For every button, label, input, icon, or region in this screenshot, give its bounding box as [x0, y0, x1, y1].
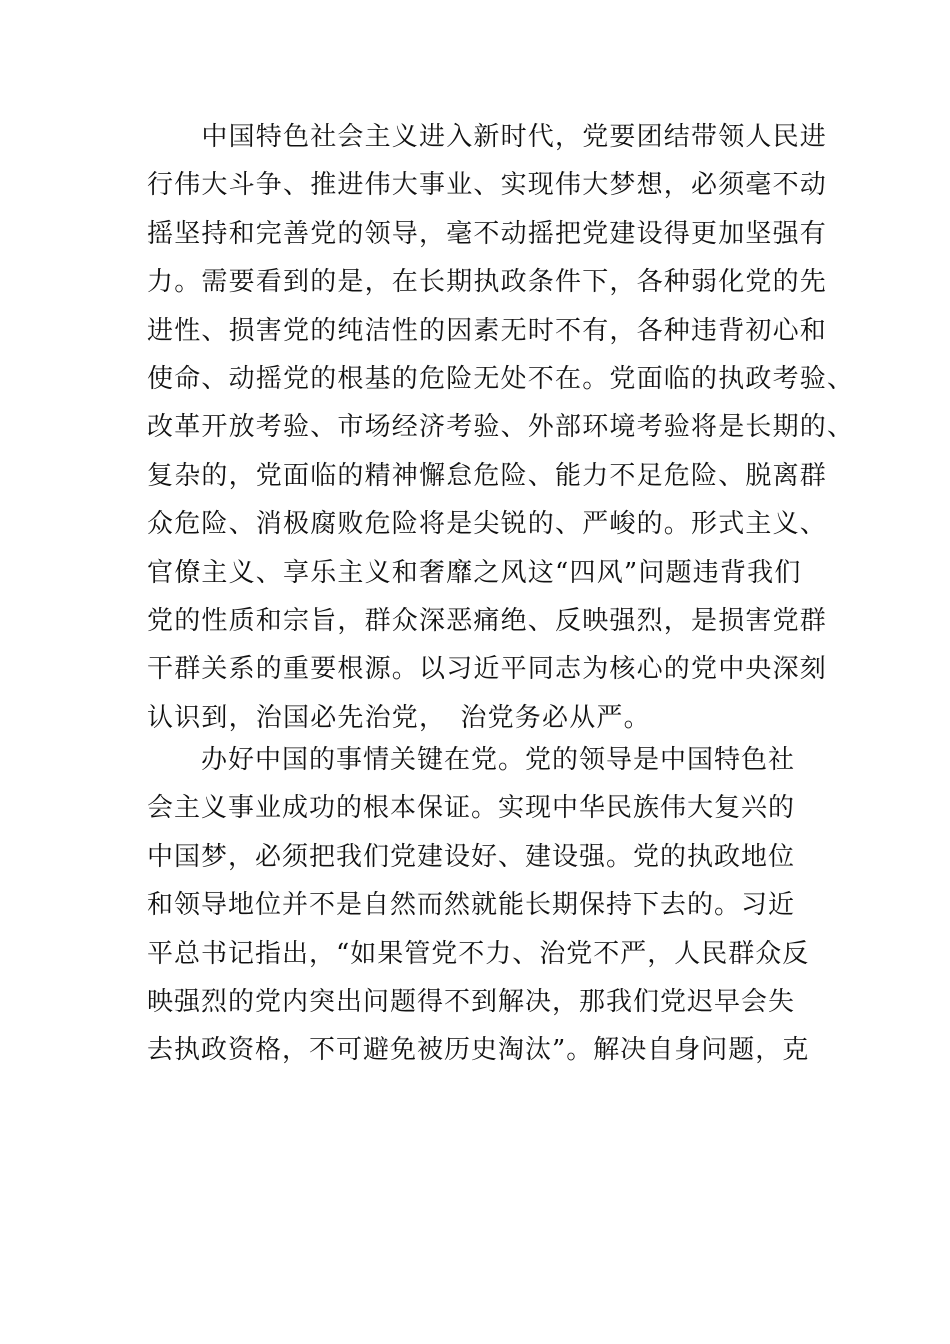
- text-line: 平总书记指出，“如果管党不力、治党不严，人民群众反: [147, 938, 810, 969]
- paragraph-2: [147, 736, 809, 1075]
- text-line: 使命、动摇党的根基的危险无处不在。党面临的执政考验、: [147, 363, 855, 394]
- text-line: 力。需要看到的是，在长期执政条件下，各种弱化党的先: [147, 267, 828, 298]
- text-line: 中国梦，必须把我们党建设好、建设强。党的执政地位: [147, 841, 796, 872]
- text-line: 会主义事业成功的根本保证。实现中华民族伟大复兴的: [147, 793, 796, 824]
- text-line: 办好中国的事情关键在党。党的领导是中国特色社: [147, 745, 796, 775]
- text-line: 进性、损害党的纯洁性的因素无时不有，各种违背初心和: [147, 315, 828, 346]
- text-line: 行伟大斗争、推进伟大事业、实现伟大梦想，必须毫不动: [147, 170, 828, 201]
- text-line: 映强烈的党内突出问题得不到解决，那我们党迟早会失: [147, 986, 796, 1017]
- text-line: 中国特色社会主义进入新时代，党要团结带领人民进: [147, 122, 828, 152]
- text-line: 官僚主义、享乐主义和奢靡之风这“四风”问题违背我们: [147, 557, 802, 588]
- text-line: 和领导地位并不是自然而然就能长期保持下去的。习近: [147, 890, 796, 921]
- text-line: 去执政资格，不可避免被历史淘汰”。解决自身问题，克: [147, 1035, 810, 1066]
- paragraph-1: [147, 113, 854, 742]
- text-line: 干群关系的重要根源。以习近平同志为核心的党中央深刻: [147, 654, 828, 685]
- text-line: 众危险、消极腐败危险将是尖锐的、严峻的。形式主义、: [147, 509, 828, 540]
- text-line: 认识到，治国必先治党， 治党务必从严。: [147, 702, 651, 733]
- text-line: 摇坚持和完善党的领导，毫不动摇把党建设得更加坚强有: [147, 218, 828, 249]
- text-line: 复杂的，党面临的精神懈怠危险、能力不足危险、脱离群: [147, 460, 828, 491]
- text-line: 党的性质和宗旨，群众深恶痛绝、反映强烈，是损害党群: [147, 605, 828, 636]
- text-line: 改革开放考验、市场经济考验、外部环境考验将是长期的、: [147, 412, 855, 443]
